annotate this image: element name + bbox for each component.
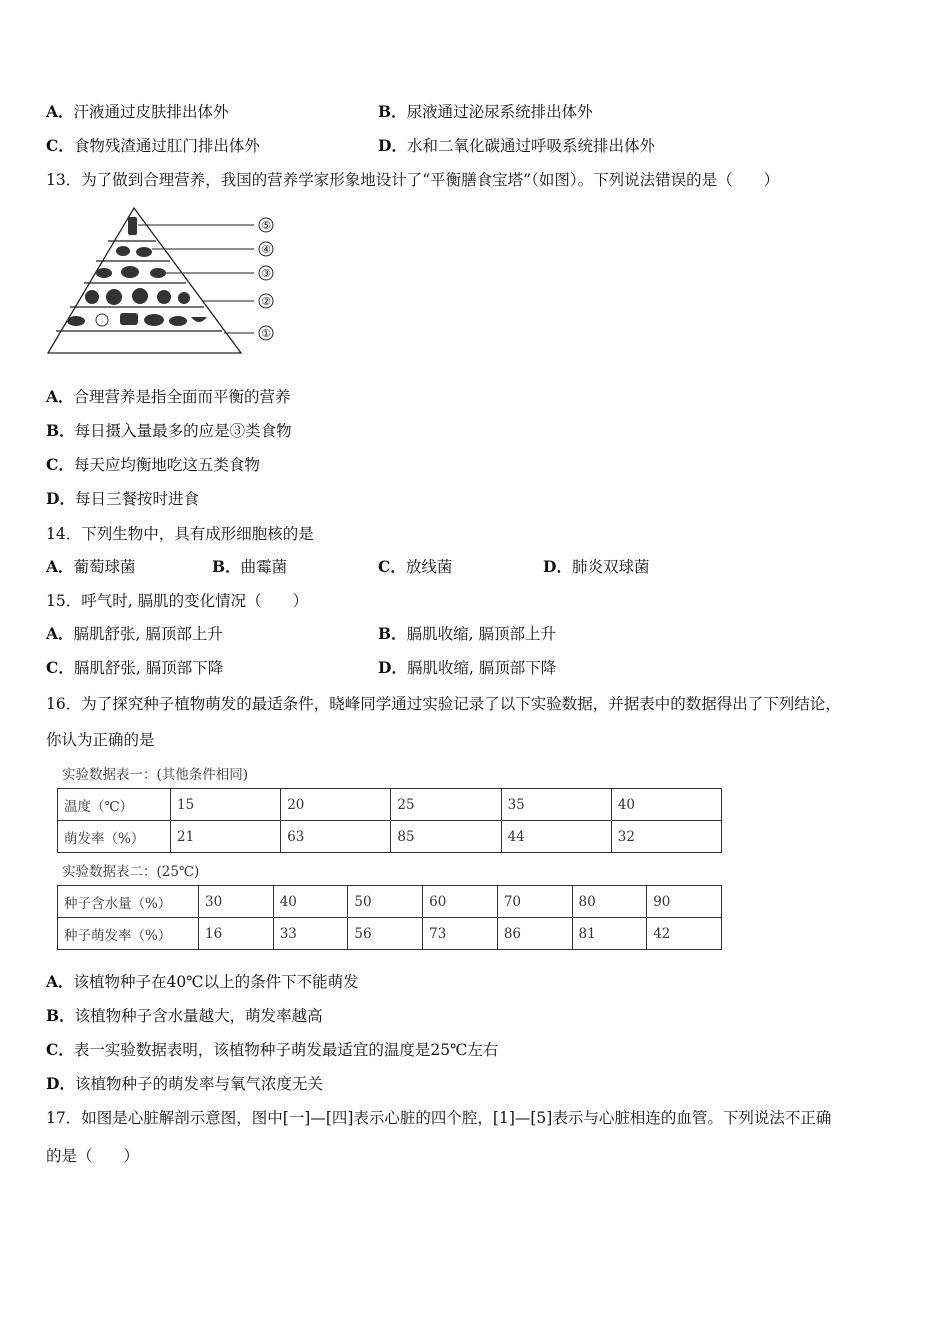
bread-icon: [67, 316, 85, 326]
table-cell: 15: [171, 789, 281, 821]
pyramid-label-1: ①: [261, 327, 271, 340]
q13-stem: 13．为了做到合理营养，我国的营养学家形象地设计了“平衡膳食宝塔”（如图）。下列说法错误的是（ ）: [46, 171, 780, 189]
oil-bottle-icon: [128, 217, 137, 235]
q12-option-b: B．尿液通过泌尿系统排出体外: [378, 102, 593, 121]
table-cell: 21: [171, 821, 281, 853]
q14-option-c: C．放线菌: [378, 557, 453, 576]
milk-icon: [116, 246, 130, 256]
table1-caption: 实验数据表一：(其他条件相同): [62, 767, 249, 783]
q15-option-c: C．膈肌舒张, 膈顶部下降: [46, 658, 224, 677]
table-cell: 81: [572, 918, 647, 950]
q13-option-b: B．每日摄入量最多的应是③类食物: [46, 421, 292, 440]
table2-caption: 实验数据表二：(25℃): [62, 864, 200, 880]
q12-option-d: D．水和二氧化碳通过呼吸系统排出体外: [378, 136, 655, 155]
table-row: [58, 886, 722, 918]
table-row-label: 温度（℃）: [58, 789, 171, 821]
table-cell: 80: [572, 886, 647, 918]
pyramid-label-2: ②: [261, 295, 271, 308]
vegetable-icon: [85, 290, 99, 304]
egg-icon: [150, 268, 166, 278]
table-row: [58, 789, 722, 821]
table-row-label: 种子萌发率（%）: [58, 918, 199, 950]
q13-option-d: D．每日三餐按时进食: [46, 489, 199, 508]
table-cell: 44: [501, 821, 611, 853]
table-row: [58, 918, 722, 950]
table1: [57, 788, 722, 853]
table-cell: 70: [497, 886, 572, 918]
q17-stem-line1: 17．如图是心脏解剖示意图，图中[一]—[四]表示心脏的四个腔，[1]—[5]表示与心脏相连的血管。下列说法不正确: [46, 1109, 832, 1127]
q15-option-a: A．膈肌舒张, 膈顶部上升: [46, 624, 223, 643]
table-cell: 16: [199, 918, 274, 950]
table-cell: 86: [497, 918, 572, 950]
fruit-icon: [132, 288, 148, 304]
table2: [57, 885, 722, 950]
table-cell: 40: [273, 886, 348, 918]
q14-option-b: B．曲霉菌: [212, 557, 288, 576]
fish-icon: [121, 266, 139, 278]
table-cell: 40: [611, 789, 721, 821]
table-row-label: 种子含水量（%）: [58, 886, 199, 918]
table-cell: 33: [273, 918, 348, 950]
table-cell: 25: [391, 789, 501, 821]
table-row-label: 萌发率（%）: [58, 821, 171, 853]
q15-stem: 15．呼气时, 膈肌的变化情况（ ）: [46, 592, 309, 610]
bean-icon: [136, 247, 152, 257]
q12-option-c: C．食物残渣通过肛门排出体外: [46, 136, 260, 155]
potato-icon: [144, 314, 164, 326]
meat-icon: [96, 268, 112, 278]
table-cell: 85: [391, 821, 501, 853]
q14-option-d: D．肺炎双球菌: [543, 557, 650, 576]
food-pyramid-figure: [46, 203, 286, 358]
rice-icon: [96, 314, 108, 326]
fruit-icon: [157, 290, 171, 304]
q13-option-a: A．合理营养是指全面而平衡的营养: [46, 387, 291, 406]
pyramid-label-4: ④: [261, 243, 271, 256]
q16-option-b: B．该植物种子含水量越大，萌发率越高: [46, 1006, 323, 1025]
fruit-icon: [178, 292, 190, 304]
q15-option-b: B．膈肌收缩, 膈顶部上升: [378, 624, 556, 643]
q12-option-a: A．汗液通过皮肤排出体外: [46, 102, 229, 121]
table-cell: 60: [423, 886, 498, 918]
q16-option-a: A．该植物种子在40℃以上的条件下不能萌发: [46, 972, 359, 991]
q17-stem-line2: 的是（ ）: [46, 1147, 140, 1165]
q14-option-a: A．葡萄球菌: [46, 557, 136, 576]
table-cell: 90: [647, 886, 722, 918]
q13-option-c: C．每天应均衡地吃这五类食物: [46, 455, 260, 474]
pyramid-label-5: ⑤: [261, 219, 271, 232]
table-cell: 32: [611, 821, 721, 853]
vegetable-icon: [106, 289, 122, 305]
table-row: [58, 821, 722, 853]
food-illustrations: [67, 217, 207, 326]
bowl-icon: [191, 317, 207, 322]
q16-stem-line2: 你认为正确的是: [46, 731, 155, 749]
corn-icon: [169, 316, 187, 326]
table-cell: 35: [501, 789, 611, 821]
grain-icon: [120, 313, 138, 325]
q16-stem-line1: 16．为了探究种子植物萌发的最适条件，晓峰同学通过实验记录了以下实验数据，并据表中的数据得出了下列结论，: [46, 695, 841, 713]
table-cell: 42: [647, 918, 722, 950]
table-cell: 63: [281, 821, 391, 853]
pyramid-label-3: ③: [261, 267, 271, 280]
q15-option-d: D．膈肌收缩, 膈顶部下降: [378, 658, 557, 677]
table-cell: 20: [281, 789, 391, 821]
q16-option-d: D．该植物种子的萌发率与氧气浓度无关: [46, 1074, 323, 1093]
table-cell: 30: [199, 886, 274, 918]
table-cell: 56: [348, 918, 423, 950]
q14-stem: 14．下列生物中，具有成形细胞核的是: [46, 525, 314, 543]
table-cell: 73: [423, 918, 498, 950]
q16-option-c: C．表一实验数据表明，该植物种子萌发最适宜的温度是25℃左右: [46, 1040, 499, 1059]
table-cell: 50: [348, 886, 423, 918]
